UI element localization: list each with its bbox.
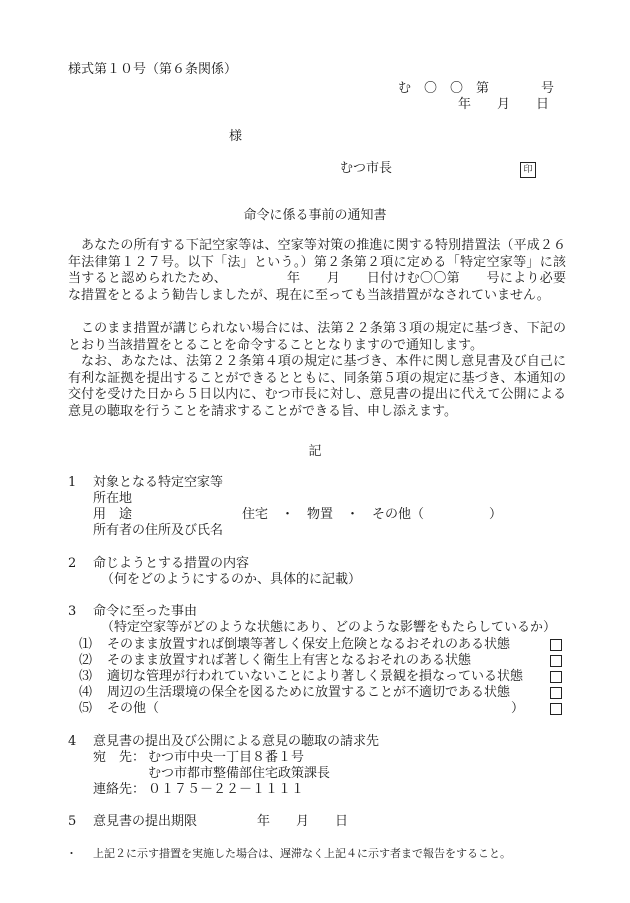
owner-label: 所有者の住所及び氏名 <box>93 523 224 538</box>
contact-phone: ０１７５－２２－１１１１ <box>148 782 305 797</box>
address-line-1: むつ市中央一丁目８番１号 <box>148 750 305 765</box>
section-4-title: 意見書の提出及び公開による意見の聴取の請求先 <box>93 734 380 749</box>
document-title: 命令に係る事前の通知書 <box>243 208 387 223</box>
reason-item-text: その他（ <box>107 701 160 716</box>
section-3-number: 3 <box>68 604 77 619</box>
section-1-number: 1 <box>68 475 77 490</box>
form-label: 様式第１０号（第６条関係） <box>68 62 238 77</box>
checkbox-icon <box>550 671 562 683</box>
reason-item <box>68 669 568 686</box>
location-label: 所在地 <box>93 491 133 506</box>
use-options: 住宅 ・ 物置 ・ その他（ ） <box>242 507 503 522</box>
submission-deadline: 年 月 日 <box>257 814 349 829</box>
reason-item-text: 適切な管理が行われていないことにより著しく景観を損なっている状態 <box>107 669 524 684</box>
section-2-title: 命じようとする措置の内容 <box>93 556 250 571</box>
contact-label: 連絡先： <box>93 782 146 797</box>
section-5-title: 意見書の提出期限 <box>93 814 198 829</box>
section-3-title: 命令に至った事由 <box>93 604 198 619</box>
seal-icon: 印 <box>520 162 536 178</box>
section-4-number: 4 <box>68 734 77 749</box>
section-5-number: 5 <box>68 814 77 829</box>
reason-item-mark: ⑵ <box>79 653 93 668</box>
reason-item <box>68 637 568 654</box>
issuer-name: むつ市長 <box>340 161 393 176</box>
section-3-note: （特定空家等がどのような状態にあり、どのような影響をもたらしているか） <box>101 620 557 635</box>
footnote-text: 上記２に示す措置を実施した場合は、遅滞なく上記４に示す者まで報告をすること。 <box>93 847 511 860</box>
reason-item <box>68 685 568 702</box>
body-paragraph-2: このまま措置が講じられない場合には、法第２２条第３項の規定に基づき、下記のとおり当該措置をとることを命令することとなりますので通知します。 <box>68 321 566 353</box>
body-paragraph-3: なお、あなたは、法第２２条第４項の規定に基づき、本件に関し意見書及び自己に有利な証拠を提出することができるとともに、同条第５項の規定に基づき、本通知の交付を受けた日から５日以内に、むつ市長に対し、意見書の提出に代えて公開による意見の聴取を行うことを請求することができる旨、申し添えます。 <box>68 354 566 419</box>
footnote-bullet: ・ <box>66 847 77 860</box>
reason-item-mark: ⑴ <box>79 637 93 652</box>
body-paragraph-1: あなたの所有する下記空家等は、空家等対策の推進に関する特別措置法（平成２６年法律第１２７号。以下「法」という。）第２条第２項に定める「特定空家等」に該当すると認められたため、 年 月 日付けむ〇〇第 号により必要な措置をとるよう勧告しましたが、現在に至っても当該措置がなされていません。 <box>68 238 566 303</box>
addressee-suffix: 様 <box>229 129 243 144</box>
section-2-note: （何をどのようにするのか、具体的に記載） <box>101 572 362 587</box>
checkbox-icon <box>550 639 562 651</box>
checkbox-icon <box>550 703 562 715</box>
reason-item-mark: ⑷ <box>79 685 93 700</box>
address-line-2: むつ市都市整備部住宅政策課長 <box>148 766 331 781</box>
ki-heading: 記 <box>308 444 322 459</box>
reason-item-text: そのまま放置すれば著しく衛生上有害となるおそれのある状態 <box>107 653 472 668</box>
reason-item <box>68 701 568 718</box>
section-2-number: 2 <box>68 556 77 571</box>
checkbox-icon <box>550 655 562 667</box>
use-label: 用 途 <box>93 507 133 522</box>
address-label: 宛 先： <box>93 750 146 765</box>
reason-item-mark: ⑸ <box>79 701 93 716</box>
issue-date: 年 月 日 <box>458 97 550 112</box>
checkbox-icon <box>550 687 562 699</box>
reason-item-text: そのまま放置すれば倒壊等著しく保安上危険となるおそれのある状態 <box>107 637 511 652</box>
reason-item-text: 周辺の生活環境の保全を図るために放置することが不適切である状態 <box>107 685 511 700</box>
reason-other-close: ） <box>511 701 525 716</box>
section-1-title: 対象となる特定空家等 <box>93 475 224 490</box>
seal-mark <box>520 161 536 178</box>
reason-item-mark: ⑶ <box>79 669 93 684</box>
document-number: む 〇 〇 第 号 <box>398 81 555 96</box>
reason-item <box>68 653 568 670</box>
